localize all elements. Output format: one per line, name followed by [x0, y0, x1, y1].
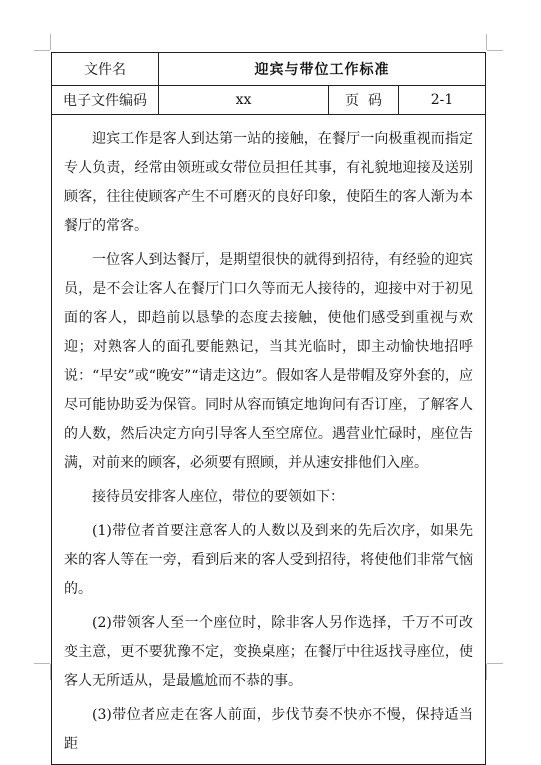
body-row [52, 115, 486, 765]
body-text-cell [52, 115, 486, 765]
meta-row [52, 86, 486, 115]
paragraph: (1)带位者首要注意客人的人数以及到来的先后次序，如果先来的客人等在一旁，看到后来的客人受到招待，将使他们非常气恼的。 [64, 523, 474, 597]
title-row [52, 53, 486, 86]
crop-mark-bottom-left-h [34, 663, 50, 664]
crop-mark-top-left-h [34, 50, 50, 51]
document-table [51, 52, 486, 765]
doc-title: 迎宾与带位工作标准 [159, 53, 486, 86]
paragraph: 一位客人到达餐厅，是期望很快的就得到招待，有经验的迎宾员，是不会让客人在餐厅门口久等而无人接待的，迎接中对于初见面的客人，即趋前以恳挚的态度去接触，使他们感受到重视与欢迎；对熟客人的面孔要能熟记，当其光临时，即主动愉快地招呼说：“早安”或“晚安”“请走这边”。假如客人是带帽及穿外套的，应尽可能协助妥为保管。同时从容而镇定地询问有否订座，了解客人的人数，然后决定方向引导客人至空席位。遇营业忙碌时，座位告满，对前来的顾客，必须要有照顾，并从速安排他们入座。 [64, 252, 474, 471]
paragraph: (3)带位者应走在客人前面，步伐节奏不快亦不慢，保持适当距 [64, 707, 474, 752]
crop-mark-top-right-v [486, 34, 487, 50]
crop-mark-top-left-v [50, 34, 51, 50]
crop-mark-top-right-h [487, 50, 503, 51]
crop-mark-bottom-right-v [486, 664, 487, 680]
paragraph: 迎宾工作是客人到达第一站的接触，在餐厅一向极重视而指定专人负责，经常由领班或女带位员担任其事，有礼貌地迎接及送别顾客，往往使顾客产生不可磨灭的良好印象，使陌生的客人渐为本餐厅的常客。 [64, 131, 474, 234]
page-label: 页 码 [329, 86, 399, 115]
crop-mark-bottom-right-h [487, 663, 503, 664]
doc-name-label: 文件名 [52, 53, 159, 86]
doc-code-label: 电子文件编码 [52, 86, 159, 115]
page-value: 2-1 [399, 86, 486, 115]
paragraph: 接待员安排客人座位，带位的要领如下： [92, 489, 344, 505]
doc-code-value: xx [159, 86, 329, 115]
paragraph: (2)带领客人至一个座位时，除非客人另作选择，千万不可改变主意，更不要犹豫不定，变换桌座；在餐厅中往返找寻座位，使客人无所适从，是最尴尬而不恭的事。 [64, 615, 474, 689]
